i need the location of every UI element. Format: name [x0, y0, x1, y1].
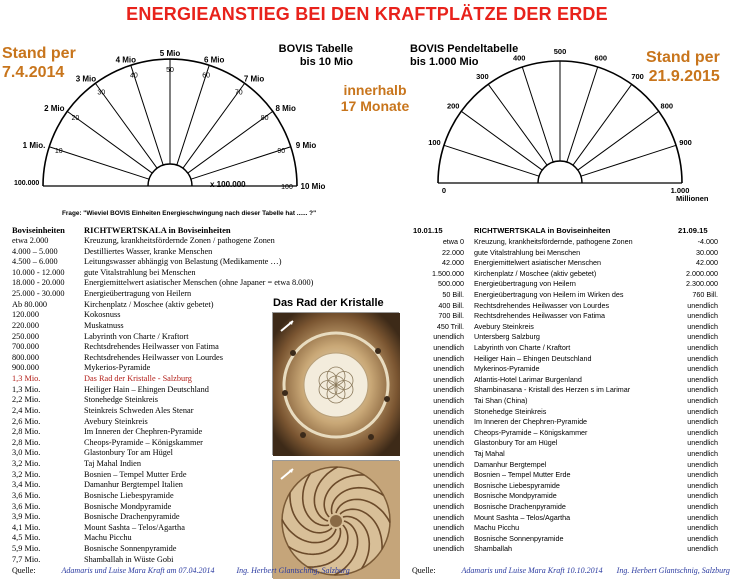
right-row-desc: Taj Mahal	[474, 449, 505, 458]
left-row-desc: Bosnische Drachenpyramide	[84, 512, 180, 522]
left-row-value: 3,9 Mio.	[12, 512, 41, 522]
right-row-value-2015b: unendlich	[687, 417, 718, 427]
middle-note-line2: 17 Monate	[340, 98, 410, 114]
left-chart-tick-label: 6 Mio	[203, 55, 225, 65]
right-row-value-2015b: 2.300.000	[686, 279, 718, 289]
left-row-value: 7,7 Mio.	[12, 554, 41, 564]
right-chart-title1: BOVIS Pendeltabelle	[410, 43, 519, 55]
right-chart-unit: Millionen	[676, 194, 709, 203]
right-row-value-2015b: unendlich	[687, 353, 718, 363]
left-chart-tick-label: 8 Mio	[275, 103, 296, 113]
left-row-value: 3,6 Mio.	[12, 501, 41, 511]
right-row-value-2015b: unendlich	[687, 343, 718, 352]
right-chart-tick-label: 1.000	[670, 186, 690, 195]
right-row-value-2015b: unendlich	[687, 364, 718, 374]
left-row-desc: Mount Sashta – Telos/Agartha	[84, 522, 185, 532]
left-table-row	[12, 490, 174, 501]
left-row-desc: Destilliertes Wasser, kranke Menschen	[84, 246, 213, 256]
right-row-value-2015b: 30.000	[696, 247, 718, 257]
right-chart-tick-label: 700	[631, 72, 644, 82]
left-row-value: 2,2 Mio.	[12, 395, 41, 405]
left-table-row	[12, 522, 185, 533]
right-source-ing: Ing. Herbert Glantschnig, Salzburg	[616, 566, 730, 575]
right-chart-title	[410, 43, 518, 69]
right-chart-tick-label: 800	[660, 101, 674, 111]
right-row-desc: Damanhur Bergtempel	[474, 459, 547, 469]
left-chart-tick-label: 4 Mio	[115, 55, 137, 65]
left-row-desc: Bosnien – Tempel Mutter Erde	[84, 469, 187, 479]
left-table-row	[12, 458, 141, 469]
left-row-value: 2,4 Mio.	[12, 405, 41, 415]
left-table-row	[12, 479, 183, 490]
left-row-value: 1,3 Mio.	[12, 384, 41, 394]
right-stand-line1: Stand per	[646, 49, 720, 66]
right-row-value-2015b: unendlich	[687, 427, 718, 437]
right-source-authors: Adamaris und Luise Mara Kraft 10.10.2014	[461, 566, 603, 575]
left-row-value: etwa 2.000	[12, 236, 49, 245]
left-table-row	[12, 341, 219, 352]
right-source-label: Quelle:	[412, 566, 436, 575]
left-chart-ray	[177, 65, 209, 165]
left-row-value: 3,0 Mio.	[12, 448, 41, 458]
left-chart-tick-label: 7 Mio	[243, 74, 265, 84]
right-row-desc: Shambinasana - Kristall des Herzen s im Larimar	[474, 385, 631, 395]
right-row-desc: Rechtsdrehendes Heilwasser von Fatima	[474, 311, 606, 321]
rad-photo-bottom-image	[273, 461, 400, 579]
left-row-value: 1,3 Mio.	[12, 374, 41, 384]
left-row-value: 3,2 Mio.	[12, 469, 41, 479]
left-source-label: Quelle:	[12, 566, 36, 575]
right-row-value-2015b: unendlich	[687, 449, 718, 458]
left-row-value: 3,6 Mio.	[12, 490, 41, 500]
right-row-value-2015a: unendlich	[433, 374, 464, 384]
right-chart-tick-label: 200	[446, 101, 460, 111]
right-chart-tick-label: 900	[679, 138, 692, 148]
right-table-header-desc: RICHTWERTSKALA in Boviseinheiten	[474, 226, 611, 235]
right-row-value-2015a: unendlich	[433, 502, 464, 511]
left-chart-tick-label: 1 Mio.	[22, 140, 46, 150]
left-row-desc: Kokosnuss	[84, 310, 121, 320]
left-row-desc: Energieübertragung von Heilern	[84, 289, 192, 299]
right-source	[412, 566, 730, 575]
right-row-desc: Bosnische Liebespyramide	[474, 480, 560, 490]
left-row-value: 2,8 Mio.	[12, 427, 41, 437]
right-table-header-date2: 21.09.15	[678, 226, 708, 235]
left-row-value: 10.000 - 12.000	[12, 267, 65, 277]
left-row-desc: Bosnische Mondpyramide	[84, 501, 172, 511]
left-row-desc: Machu Picchu	[84, 533, 132, 543]
right-chart-tick-label: 400	[512, 53, 526, 63]
left-row-value: 5,9 Mio.	[12, 543, 41, 553]
right-row-value-2015b: unendlich	[687, 533, 718, 543]
right-row-desc: Avebury Steinkreis	[474, 321, 534, 331]
right-row-value-2015b: unendlich	[687, 332, 718, 342]
left-table-row	[12, 256, 281, 267]
left-table-row	[12, 426, 202, 437]
left-chart-inner-label: 30	[97, 89, 106, 97]
right-row-value-2015a: unendlich	[433, 396, 464, 405]
left-chart-tick-label: 9 Mio	[295, 140, 317, 150]
left-chart-inner-label: 70	[234, 89, 243, 97]
left-chart-tick-label: 3 Mio	[75, 74, 97, 84]
left-table-row	[12, 331, 189, 342]
right-stand-line2: 21.9.2015	[648, 68, 720, 85]
right-chart-ray	[567, 67, 598, 162]
right-chart-ray	[488, 84, 547, 165]
left-table-header-value: Boviseinheiten	[12, 225, 65, 235]
right-row-value-2015a: etwa 0	[442, 237, 464, 246]
left-chart-ray	[131, 65, 163, 165]
left-source-ing: Ing. Herbert Glantschnig, Salzburg	[236, 566, 350, 575]
right-chart-title2: bis 1.000 Mio	[410, 56, 479, 68]
left-table-row	[12, 373, 192, 384]
left-row-desc: Rechtsdrehendes Heilwasser von Fatima	[84, 342, 219, 352]
left-row-value: 3,2 Mio.	[12, 459, 41, 469]
right-chart-ray	[444, 145, 539, 176]
right-chart-rays	[438, 61, 682, 183]
left-chart-labels	[23, 49, 326, 191]
right-row-desc: gute Vitalstrahlung bei Menschen	[474, 247, 581, 257]
left-row-desc: Im Inneren der Chephren-Pyramide	[84, 427, 203, 437]
left-row-desc: Shamballah in Wüste Gobi	[84, 554, 174, 564]
right-row-value-2015a: unendlich	[433, 523, 464, 533]
left-source-authors: Adamaris und Luise Mara Kraft am 07.04.2014	[61, 566, 215, 575]
right-row-value-2015b: unendlich	[687, 512, 718, 522]
left-row-desc: Energiemittelwert asiatischer Menschen (ohne Japaner = etwa 8.000)	[84, 278, 314, 288]
right-row-value-2015a: unendlich	[433, 449, 464, 458]
left-row-desc: Damanhur Bergtempel Italien	[84, 480, 183, 490]
right-row-desc: Im Inneren der Chephren-Pyramide	[474, 417, 588, 427]
right-chart-ray	[578, 111, 659, 170]
rad-photo-bottom	[272, 460, 399, 578]
left-table-row	[12, 469, 187, 480]
right-row-value-2015b: unendlich	[687, 406, 718, 416]
page-title: ENERGIEANSTIEG BEI DEN KRAFTPLÄTZE DER ERDE	[126, 4, 608, 24]
left-chart-title	[268, 43, 353, 69]
right-table-header-date1: 10.01.15	[413, 226, 443, 235]
left-row-value: 25.000 - 30.000	[12, 289, 65, 299]
left-stand-line2: 7.4.2014	[2, 64, 65, 81]
left-stand-line1: Stand per	[2, 45, 76, 62]
right-row-value-2015a: unendlich	[433, 353, 464, 363]
right-row-desc: Heiliger Hain – Ehingen Deutschland	[474, 353, 592, 363]
right-row-value-2015b: unendlich	[687, 321, 718, 331]
left-chart-inner-label: 90	[277, 147, 286, 155]
right-row-desc: Untersberg Salzburg	[474, 332, 540, 342]
left-table-row	[12, 532, 132, 543]
right-row-value-2015a: unendlich	[433, 406, 464, 416]
right-row-value-2015a: unendlich	[433, 417, 464, 427]
right-chart-tick-label: 100	[428, 138, 441, 148]
left-table-row	[12, 543, 176, 554]
left-table-row	[12, 352, 223, 363]
left-row-value: 3,4 Mio.	[12, 480, 41, 490]
right-row-value-2015a: unendlich	[433, 332, 464, 342]
right-row-value-2015b: unendlich	[687, 480, 718, 490]
left-row-value: 4,5 Mio.	[12, 533, 41, 543]
right-row-value-2015a: unendlich	[433, 470, 464, 480]
right-row-value-2015a: unendlich	[433, 438, 464, 448]
middle-note-line1: innerhalb	[343, 82, 407, 98]
left-row-desc: Avebury Steinkreis	[84, 416, 148, 426]
left-chart-inner-label: 50	[166, 67, 174, 74]
rad-photo-top	[272, 312, 399, 455]
right-row-value-2015b: unendlich	[687, 544, 718, 554]
left-table-row	[12, 437, 203, 448]
left-table-header-desc: RICHTWERTSKALA in Boviseinheiten	[84, 225, 231, 235]
left-row-desc: Mykerios-Pyramide	[84, 363, 151, 373]
right-row-value-2015b: unendlich	[687, 523, 718, 533]
right-chart-tick-label: 500	[553, 47, 567, 56]
left-chart-inner-label: 100	[281, 184, 293, 191]
right-row-value-2015b: unendlich	[687, 459, 718, 469]
left-table-row	[12, 405, 193, 416]
right-row-value-2015a: unendlich	[433, 533, 464, 543]
left-row-desc: Taj Mahal Indien	[84, 459, 142, 469]
left-row-desc: Bosnische Sonnenpyramide	[84, 543, 177, 553]
right-row-value-2015b: unendlich	[687, 385, 718, 395]
right-row-value-2015b: unendlich	[687, 374, 718, 384]
right-row-value-2015b: 42.000	[696, 258, 718, 268]
left-table-row	[12, 394, 158, 405]
left-table-row	[12, 235, 275, 246]
right-row-value-2015a: 50 Bill.	[442, 290, 464, 299]
right-row-value-2015a: 42.000	[442, 258, 464, 268]
right-row-desc: Shamballah	[474, 544, 512, 554]
left-row-value: 800.000	[12, 352, 39, 362]
left-table-row	[12, 384, 209, 395]
right-row-desc: Atlantis-Hotel Larimar Burgenland	[474, 374, 582, 384]
left-row-desc: Kreuzung, krankheitsfördernde Zonen / pathogene Zonen	[84, 236, 275, 245]
left-row-value: 220.000	[12, 320, 39, 330]
left-table-row	[12, 320, 124, 331]
right-row-value-2015b: unendlich	[687, 470, 718, 480]
right-row-desc: Glastonbury Tor am Hügel	[474, 438, 558, 448]
left-row-desc: Steinkreis Schweden Ales Stenar	[84, 405, 194, 415]
right-row-value-2015a: 450 Trill.	[436, 321, 464, 331]
left-chart-inner-label: 80	[260, 115, 269, 123]
right-row-value-2015a: 500.000	[438, 279, 464, 289]
left-row-desc: Das Rad der Kristalle - Salzburg	[84, 374, 192, 384]
left-chart-tick-label: 10 Mio	[300, 182, 326, 191]
right-row-desc: Bosnien – Tempel Mutter Erde	[474, 470, 571, 480]
left-row-desc: Glastonbury Tor am Hügel	[84, 448, 173, 458]
left-row-desc: gute Vitalstrahlung bei Menschen	[84, 267, 196, 277]
right-row-desc: Kreuzung, krankheitsfördernde, pathogene Zonen	[474, 237, 633, 246]
right-row-value-2015b: unendlich	[687, 502, 718, 511]
rad-photo-top-image	[273, 313, 400, 456]
left-chart-tick-label: 2 Mio	[44, 103, 65, 113]
left-row-value: 250.000	[12, 331, 39, 341]
right-row-value-2015b: 760 Bill.	[692, 290, 718, 299]
right-row-value-2015a: 700 Bill.	[438, 311, 464, 321]
right-row-value-2015a: 22.000	[442, 247, 464, 257]
right-chart-tick-label: 600	[594, 53, 608, 63]
left-table-row	[12, 288, 191, 299]
left-chart-ray	[49, 147, 149, 179]
left-table-row	[12, 309, 120, 320]
right-row-value-2015b: unendlich	[687, 491, 718, 501]
right-chart-ray	[522, 67, 553, 162]
left-row-value: 2,6 Mio.	[12, 416, 41, 426]
left-row-value: 2,8 Mio.	[12, 437, 41, 447]
rad-der-kristalle-title: Das Rad der Kristalle	[273, 297, 384, 309]
left-chart-unit: x 100.000	[210, 180, 246, 189]
right-row-value-2015b: 2.000.000	[686, 268, 718, 278]
right-row-value-2015b: unendlich	[687, 438, 718, 448]
left-table-row	[12, 267, 196, 278]
left-row-desc: Kirchenplatz / Moschee (aktiv gebetet)	[84, 299, 214, 309]
right-row-value-2015a: unendlich	[433, 364, 464, 374]
left-chart-inner-label: 10	[54, 147, 63, 155]
right-row-value-2015a: unendlich	[433, 544, 464, 554]
right-row-desc: Bosnische Mondpyramide	[474, 491, 557, 501]
left-table-row	[12, 447, 173, 458]
left-table-row	[12, 511, 180, 522]
right-chart-ray	[461, 111, 542, 170]
left-row-value: 18.000 - 20.000	[12, 278, 65, 288]
right-row-value-2015a: unendlich	[433, 480, 464, 490]
right-chart-ray	[581, 145, 676, 176]
right-row-desc: Cheops-Pyramide – Königskammer	[474, 427, 588, 437]
left-table-row	[12, 246, 212, 257]
left-row-value: 900.000	[12, 363, 39, 373]
right-row-desc: Tai Shan (China)	[474, 396, 528, 405]
right-row-value-2015b: unendlich	[687, 396, 718, 405]
left-row-value: Ab 80.000	[12, 299, 48, 309]
right-chart-ray	[573, 84, 632, 165]
left-row-value: 4.000 – 5.000	[12, 246, 58, 256]
left-chart-inner-label: 60	[202, 72, 211, 80]
right-row-value-2015b: unendlich	[687, 300, 718, 310]
left-chart-hub	[148, 164, 192, 186]
right-row-desc: Stonehedge Steinkreis	[474, 406, 547, 416]
right-row-desc: Rechtsdrehendes Heilwasser von Lourdes	[474, 300, 610, 310]
left-row-desc: Rechtsdrehendes Heilwasser von Lourdes	[84, 352, 223, 362]
right-row-desc: Kirchenplatz / Moschee (aktiv gebetet)	[474, 268, 597, 278]
right-row-desc: Mount Sashta – Telos/Agartha	[474, 512, 571, 522]
left-row-desc: Leitungswasser abhängig von Belastung (Medikamente …)	[84, 257, 282, 267]
right-row-value-2015a: unendlich	[433, 343, 464, 352]
left-row-desc: Muskatnuss	[84, 320, 124, 330]
left-chart-tick-label: 5 Mio	[159, 49, 181, 58]
right-row-desc: Bosnische Sonnenpyramide	[474, 533, 564, 543]
left-chart-question: Frage: "Wieviel BOVIS Einheiten Energieschwingung nach dieser Tabelle hat ...... ?"	[62, 210, 317, 217]
right-row-value-2015b: -4.000	[697, 237, 718, 246]
right-row-desc: Mykerinos-Pyramide	[474, 364, 540, 374]
left-row-desc: Stonehedge Steinkreis	[84, 395, 158, 405]
left-row-value: 4.500 – 6.000	[12, 257, 58, 267]
right-row-desc: Energieübertragung von Heilern	[474, 279, 576, 289]
left-row-value: 700.000	[12, 342, 39, 352]
left-row-value: 4,1 Mio.	[12, 522, 41, 532]
right-row-value-2015a: 1.500.000	[432, 268, 464, 278]
right-row-desc: Energieübertragung von Heilern im Wirken des	[474, 290, 624, 299]
left-chart-ray	[191, 147, 291, 179]
right-row-desc: Machu Picchu	[474, 523, 520, 533]
right-chart-tick-label: 300	[476, 72, 489, 82]
left-row-value: 120.000	[12, 310, 39, 320]
left-chart-title1: BOVIS Tabelle	[278, 43, 353, 55]
left-chart-title2: bis 10 Mio	[299, 56, 353, 68]
left-row-desc: Labyrinth von Charte / Kraftort	[84, 331, 189, 341]
right-row-value-2015a: unendlich	[433, 385, 464, 395]
left-table-row	[12, 277, 313, 288]
left-chart-inner-label: 40	[129, 72, 138, 80]
right-row-value-2015b: unendlich	[687, 311, 718, 321]
left-row-desc: Cheops-Pyramide – Königskammer	[84, 437, 203, 447]
right-row-desc: Labyrinth von Charte / Kraftort	[474, 343, 571, 352]
left-table-row	[12, 554, 174, 565]
right-row-desc: Energiemittelwert asiatischer Menschen	[474, 258, 602, 268]
right-row-value-2015a: 400 Bill.	[438, 300, 464, 310]
right-row-value-2015a: unendlich	[433, 427, 464, 437]
left-chart-ray	[67, 111, 152, 173]
left-source	[12, 566, 350, 575]
right-row-value-2015a: unendlich	[433, 459, 464, 469]
left-row-desc: Heiliger Hain – Ehingen Deutschland	[84, 384, 209, 394]
left-chart-inner-label: 20	[71, 115, 80, 123]
left-table-row	[12, 299, 213, 310]
right-row-value-2015a: unendlich	[433, 491, 464, 501]
right-chart-hub	[538, 161, 582, 183]
left-table-row	[12, 416, 148, 427]
right-row-desc: Bosnische Drachenpyramide	[474, 502, 566, 511]
left-table-row	[12, 362, 150, 373]
left-chart-end-label: 100.000	[14, 180, 40, 187]
left-table-row	[12, 501, 171, 512]
right-row-value-2015a: unendlich	[433, 512, 464, 522]
right-chart-tick-label: 0	[441, 186, 447, 195]
left-row-desc: Bosnische Liebespyramide	[84, 490, 174, 500]
